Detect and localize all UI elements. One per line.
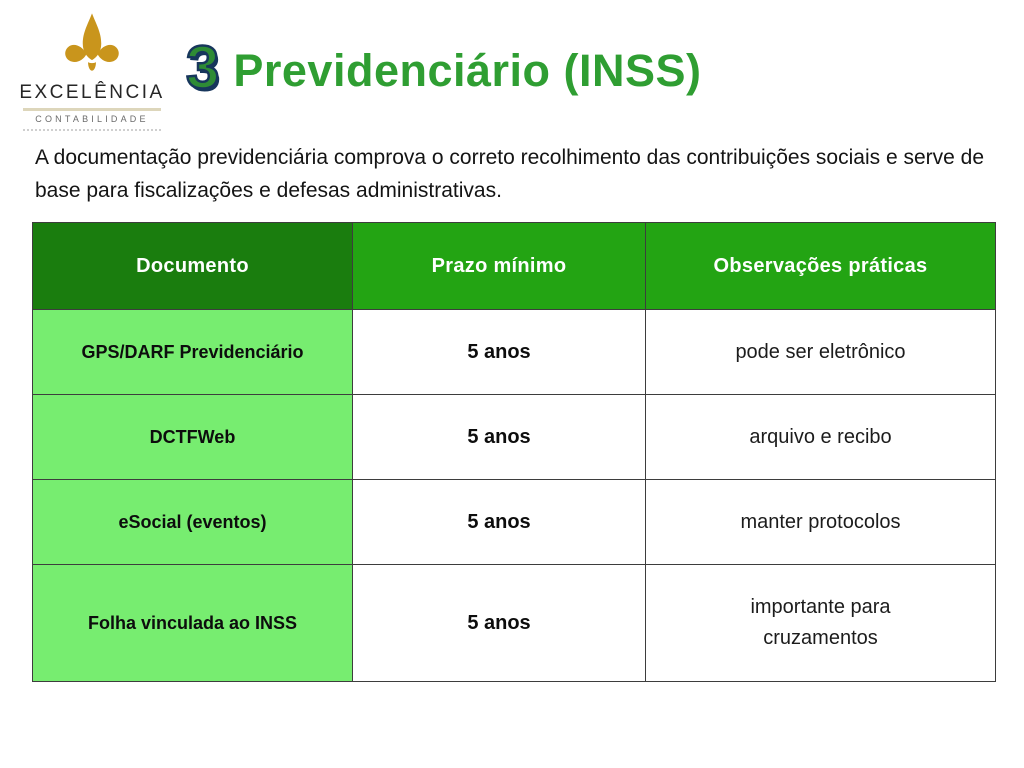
documents-table (32, 222, 996, 682)
column-header-observacoes: Observações práticas (646, 223, 996, 310)
cell-documento: Folha vinculada ao INSS (33, 565, 353, 682)
brand-subtitle: CONTABILIDADE (35, 114, 149, 124)
column-header-prazo-minimo: Prazo mínimo (353, 223, 646, 310)
cell-documento: eSocial (eventos) (33, 480, 353, 565)
cell-prazo: 5 anos (353, 395, 646, 480)
cell-documento: GPS/DARF Previdenciário (33, 310, 353, 395)
cell-observacao (646, 395, 996, 480)
observacao-text: pode ser eletrônico (735, 340, 906, 363)
observacao-text: manter protocolos (740, 510, 901, 533)
cell-observacao (646, 565, 996, 682)
cell-prazo: 5 anos (353, 565, 646, 682)
section-number: 3 (186, 34, 220, 101)
cell-observacao (646, 310, 996, 395)
table-row (33, 310, 996, 395)
table-row (33, 480, 996, 565)
column-header-documento: Documento (33, 223, 353, 310)
observacao-text: importante para cruzamentos (750, 596, 891, 649)
cell-prazo: 5 anos (353, 310, 646, 395)
observacao-text: arquivo e recibo (749, 425, 892, 448)
intro-paragraph: A documentação previdenciária comprova o correto recolhimento das contribuições sociais e serve de base para fiscalizações e defesas administrativas. (35, 146, 984, 202)
cell-prazo: 5 anos (353, 480, 646, 565)
table-row (33, 565, 996, 682)
cell-documento: DCTFWeb (33, 395, 353, 480)
fleur-de-lis-icon (59, 10, 125, 80)
page-title: Previdenciário (INSS) (233, 44, 702, 96)
table-body (33, 310, 996, 682)
table-row (33, 395, 996, 480)
cell-observacao (646, 480, 996, 565)
table-header (33, 223, 996, 310)
company-logo (16, 10, 168, 131)
brand-rule (23, 108, 161, 111)
brand-dotted-rule (23, 129, 161, 131)
page-heading (186, 34, 702, 101)
table-header-row (33, 223, 996, 310)
brand-name: EXCELÊNCIA (19, 82, 165, 103)
